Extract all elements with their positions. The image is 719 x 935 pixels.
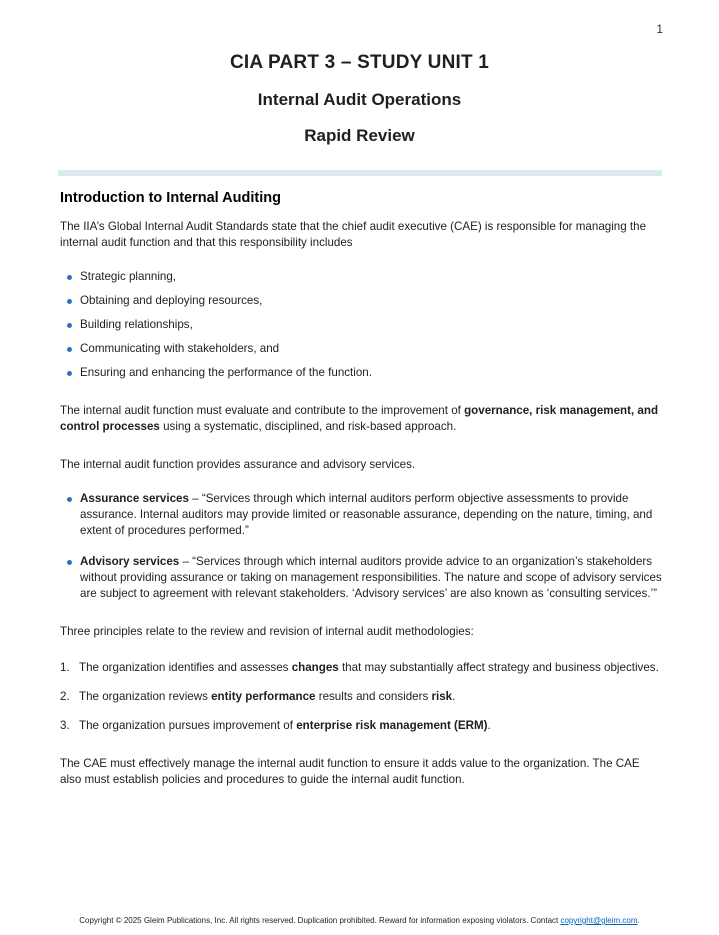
text-run: Building relationships,: [80, 318, 193, 331]
copyright-suffix: .: [637, 916, 640, 925]
bullet-dot-icon: [60, 293, 80, 309]
document-body: [60, 190, 662, 788]
text-run: The organization identifies and assesses: [79, 661, 292, 674]
text-run: The internal audit function must evaluate and contribute to the improvement of: [60, 404, 465, 417]
bold-text-run: changes: [291, 661, 339, 674]
bullet-dot-icon: [60, 341, 80, 357]
numbered-item: [60, 718, 662, 734]
bullet-item: [60, 317, 662, 333]
bullet-dot-icon: [60, 365, 80, 381]
bullet-item-text: [80, 269, 662, 285]
paragraph: [60, 403, 662, 435]
numbered-item: [60, 689, 662, 705]
numbered-item: [60, 660, 662, 676]
bold-text-run: entity performance: [211, 690, 316, 703]
text-run: The CAE must effectively manage the internal audit function to ensure it adds value to the organization. The CAE also must establish policies and procedures to guide the internal audit function.: [60, 757, 640, 786]
bullet-dot-icon: [60, 269, 80, 285]
bullet-item-text: [80, 554, 662, 602]
text-run: – “Services through which internal auditors provide advice to an organization’s stakeholders without providing assurance or taking on management responsibilities. The nature and scope of advisory services are subject to agreement with relevant stakeholders. ‘Advisory services’ are also known as ‘consulting services.’”: [80, 555, 662, 600]
bullet-item: [60, 365, 662, 381]
text-run: that may substantially affect strategy and business objectives.: [338, 661, 659, 674]
text-run: The organization reviews: [79, 690, 212, 703]
copyright-footer: [0, 916, 719, 926]
text-run: .: [487, 719, 491, 732]
paragraph: [60, 756, 662, 788]
bullet-list: [60, 491, 662, 602]
copyright-text: Copyright © 2025 Gleim Publications, Inc. All rights reserved. Duplication prohibited. Reward for information exposing violators. Contact: [79, 916, 561, 925]
section-divider-bar: [58, 170, 662, 176]
bullet-item: [60, 341, 662, 357]
bullet-item: [60, 269, 662, 285]
bullet-list: [60, 269, 662, 381]
text-run: results and considers: [315, 690, 432, 703]
page-number: 1: [656, 22, 663, 36]
item-number: 2.: [60, 690, 70, 703]
bold-text-run: risk: [431, 690, 453, 703]
bold-text-run: governance, risk management, and control processes: [60, 404, 659, 433]
numbered-list: [60, 660, 662, 734]
bullet-item: [60, 554, 662, 602]
bold-text-run: Assurance services: [80, 492, 189, 505]
numbered-item-text: [79, 660, 662, 676]
bullet-item-text: [80, 341, 662, 357]
numbered-item-text: [79, 718, 662, 734]
text-run: Strategic planning,: [80, 270, 177, 283]
bullet-item: [60, 491, 662, 539]
bullet-dot-icon: [60, 491, 80, 539]
bullet-item-text: [80, 317, 662, 333]
numbered-item-text: [79, 689, 662, 705]
document-subtitle2: Rapid Review: [304, 126, 415, 145]
bullet-item-text: [80, 491, 662, 539]
copyright-email-link[interactable]: copyright@gleim.com: [560, 916, 638, 925]
item-number: 3.: [60, 719, 70, 732]
document-title: CIA PART 3 – STUDY UNIT 1: [229, 52, 490, 73]
text-run: Three principles relate to the review and revision of internal audit methodologies:: [60, 625, 474, 638]
bullet-item: [60, 293, 662, 309]
bullet-dot-icon: [60, 317, 80, 333]
text-run: Ensuring and enhancing the performance of the function.: [80, 366, 372, 379]
document-subtitle: Internal Audit Operations: [257, 90, 462, 109]
title-block: [0, 0, 719, 146]
text-run: .: [452, 690, 456, 703]
bullet-item-text: [80, 293, 662, 309]
bold-text-run: Advisory services: [80, 555, 180, 568]
text-run: using a systematic, disciplined, and risk-based approach.: [159, 420, 457, 433]
bullet-item-text: [80, 365, 662, 381]
text-run: The IIA’s Global Internal Audit Standards state that the chief audit executive (CAE) is responsible for managing the internal audit function and that this responsibility includes: [60, 220, 647, 249]
text-run: Communicating with stakeholders, and: [80, 342, 280, 355]
section-heading: Introduction to Internal Auditing: [60, 190, 281, 206]
bullet-dot-icon: [60, 554, 80, 602]
text-run: The organization pursues improvement of: [79, 719, 297, 732]
paragraph: [60, 219, 662, 251]
item-number: 1.: [60, 661, 70, 674]
paragraph: [60, 624, 662, 640]
text-run: Obtaining and deploying resources,: [80, 294, 263, 307]
paragraph: [60, 457, 662, 473]
text-run: The internal audit function provides assurance and advisory services.: [60, 458, 416, 471]
text-run: – “Services through which internal auditors perform objective assessments to provide assurance. Internal auditors may provide limited or reasonable assurance, depending on the nature, timing, and extent of procedures performed.”: [80, 492, 653, 537]
bold-text-run: enterprise risk management (ERM): [296, 719, 488, 732]
